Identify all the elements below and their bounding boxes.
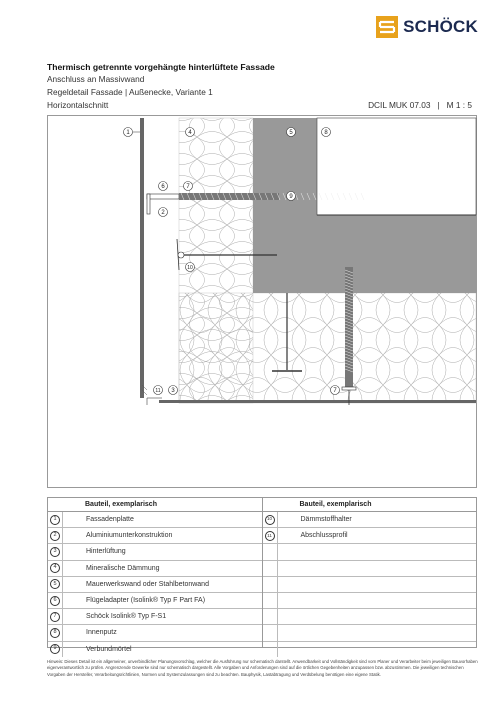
callout-7a: [184, 182, 193, 191]
legend-row: 9 Verbundmörtel: [48, 642, 262, 657]
svg-text:9: 9: [289, 194, 293, 200]
svg-text:10: 10: [187, 265, 193, 271]
legend-row-empty: [263, 593, 477, 609]
callout-3: [169, 386, 178, 395]
legend-row-empty: [263, 609, 477, 625]
callout-8: [322, 128, 331, 137]
insulation-horizontal: [179, 293, 476, 403]
interior-room: [317, 118, 476, 215]
drawing-reference: DCIL MUK 07.03 | M 1 : 5: [368, 100, 472, 110]
facade-panel-vertical: [140, 118, 144, 398]
legend-row: 2 Aluminiumunterkonstruktion: [48, 528, 262, 544]
legend-row-empty: [263, 642, 477, 657]
legend-column-left: [48, 498, 263, 653]
drawing-code: DCIL MUK 07.03: [368, 100, 431, 110]
subtitle-detail: Regeldetail Fassade | Außenecke, Variante 1: [47, 87, 213, 97]
legend-row-empty: [263, 561, 477, 577]
facade-panel-horizontal: [159, 400, 476, 403]
legend-row-empty: [263, 625, 477, 641]
legend-row: 5 Mauerwerkswand oder Stahlbetonwand: [48, 577, 262, 593]
legend-header-left: Bauteil, exemplarisch: [48, 498, 262, 512]
disclaimer-note: Hinweis: Dieses Detail ist ein allgemeiner, unverbindlicher Planungsvorschlag, welcher die Ausführung nur schematisch darstellt. Anwendbarkeit und Vollständigkeit sind vom Planer und Verarbeiter beim jeweiligen Bauvorhaben eigenverantwortlich zu prüfen. Angrenzende Gewerke sind nur schematisch dargestellt. Alle Vorgaben und Anforderungen sind auf die örtlichen Gegebenheiten anzupassen bzw. abzustimmen. Die jeweiligen technischen Vorgaben der Hersteller, Verarbeitungsrichtlinien, Normen und Systemzulassungen sind zu beachten. Bauphysik, Lastabtragung und Verdübelung benötigen eine eigene Statik.: [47, 659, 478, 677]
svg-text:5: 5: [289, 130, 293, 136]
callout-5: [287, 128, 296, 137]
callout-4: [186, 128, 195, 137]
legend-row-empty: [263, 577, 477, 593]
svg-text:1: 1: [126, 130, 130, 136]
subtitle-section: Horizontalschnitt: [47, 100, 109, 110]
legend-row: 1 Fassadenplatte: [48, 512, 262, 528]
svg-text:11: 11: [155, 388, 161, 394]
legend-row: 4 Mineralische Dämmung: [48, 561, 262, 577]
legend-row: 7 Schöck Isolink® Typ F-S1: [48, 609, 262, 625]
legend-row: 3 Hinterlüftung: [48, 544, 262, 560]
subtitle-connection: Anschluss an Massivwand: [47, 74, 145, 84]
callout-11: [154, 386, 163, 395]
callout-7b: [331, 386, 340, 395]
legend-table: [47, 497, 477, 653]
drawing-scale: M 1 : 5: [446, 100, 472, 110]
legend-row: 11 Abschlussprofil: [263, 528, 477, 544]
brand-name: SCHÖCK: [403, 17, 478, 36]
svg-text:8: 8: [324, 130, 328, 136]
callout-10: [186, 263, 195, 272]
isolink-anchor-vertical: [345, 267, 353, 387]
schoeck-logo-icon: [376, 16, 398, 38]
legend-row: 6 Flügeladapter (Isolink® Typ F Part FA): [48, 593, 262, 609]
callout-2: [159, 208, 168, 217]
svg-text:7: 7: [186, 184, 190, 190]
svg-text:3: 3: [171, 388, 175, 394]
legend-row: 10 Dämmstoffhalter: [263, 512, 477, 528]
svg-text:6: 6: [161, 184, 165, 190]
callout-6: [159, 182, 168, 191]
brand-logo: [376, 14, 478, 40]
legend-column-right: [263, 498, 477, 647]
document-title: Thermisch getrennte vorgehängte hinterlüftete Fassade: [47, 62, 275, 72]
svg-text:4: 4: [188, 130, 192, 136]
legend-row-empty: [263, 544, 477, 560]
callout-1: [124, 128, 141, 137]
legend-header-right: Bauteil, exemplarisch: [263, 498, 477, 512]
legend-row: 8 Innenputz: [48, 625, 262, 641]
section-drawing: [47, 115, 477, 488]
svg-text:2: 2: [161, 210, 165, 216]
svg-text:7: 7: [333, 388, 337, 394]
callout-9: [287, 192, 296, 201]
